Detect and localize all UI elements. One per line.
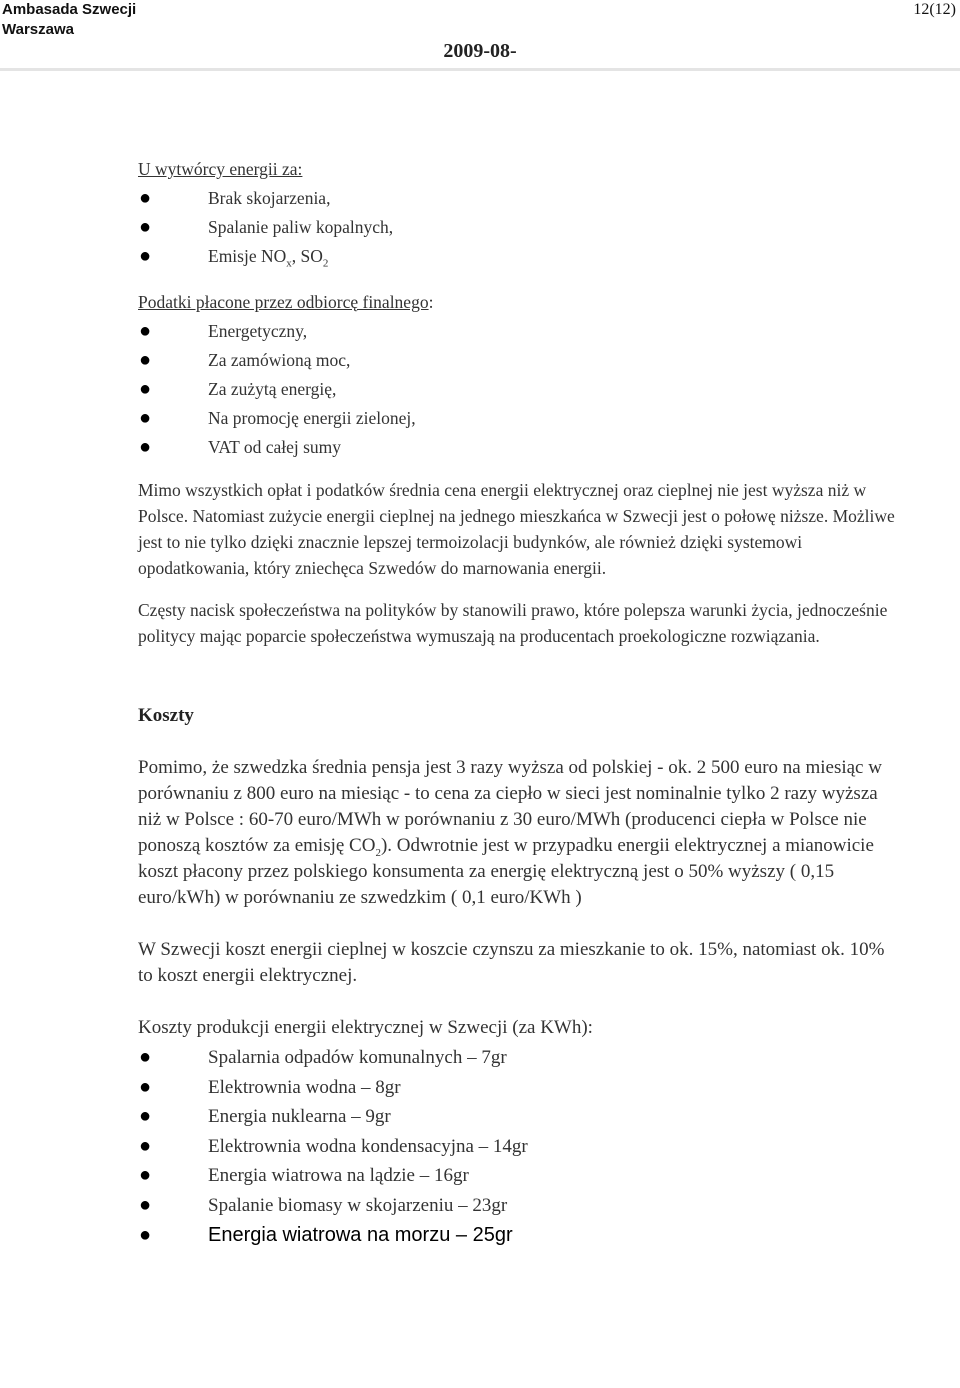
production-costs-heading: Koszty produkcji energii elektrycznej w Szwecji (za KWh):: [138, 1017, 593, 1038]
bullet-icon: ●: [138, 187, 152, 209]
list-item: ● VAT od całej sumy: [138, 433, 898, 462]
paragraph-energy-consumption: Mimo wszystkich opłat i podatków średnia cena energii elektrycznej oraz cieplnej nie jest wyższa niż w Polsce. Natomiast zużycie energii cieplnej na jednego mieszkańca w Szwecji jest o połowę niższe. Możliwe jest to nie tylko dzięki znacznie lepszej termoizolacji budynków, ale również dzięki systemowi opodatkowania, który zniechęca Szwedów do marnowania energii.: [138, 480, 895, 578]
list-item: ● Emisje $NO_x$, $SO_2$: [138, 242, 898, 271]
document-body: [138, 155, 898, 1250]
paragraph-costs-comparison: Pomimo, że szwedzka średnia pensja jest 3 razy wyższa od polskiej - ok. 2 500 euro na miesiąc w porównaniu z 800 euro na miesiąc - to cena za ciepło w sieci jest nominalnie tylko 2 razy wyższa niż w Polsce : 60-70 euro/MWh w porównaniu z 30 euro/MWh (producenci ciepła w Polsce nie ponoszą kosztów za emisję $CO_2$). Odwrotnie jest w przypadku energii elektrycznej a mianowicie koszt płacony przez polskiego konsumenta za energię elektryczną jest o 50% wyższy ( 0,15 euro/kWh) w porównaniu ze szwedzkim ( 0,1 euro/KWh ): [138, 757, 882, 908]
list-item: ● Energetyczny,: [138, 317, 898, 346]
page-number: 12(12): [913, 1, 956, 18]
bullet-icon: ●: [138, 1193, 152, 1216]
bullet-icon: ●: [138, 407, 152, 429]
list-item: ● Elektrownia wodna – 8gr: [138, 1073, 898, 1103]
bullet-icon: ●: [138, 1164, 152, 1187]
document-date: 2009-08-: [443, 40, 517, 62]
bullet-icon: ●: [138, 349, 152, 371]
paragraph-social-pressure: Częsty nacisk społeczeństwa na polityków by stanowili prawo, które polepsza warunki życia, jednocześnie politycy mając poparcie społeczeństwa wymuszają na producentach proekologiczne rozwiązania.: [138, 600, 888, 646]
list-item: ● Na promocję energii zielonej,: [138, 404, 898, 433]
taxes-list: [138, 317, 898, 462]
bullet-icon: ●: [138, 1134, 152, 1157]
taxes-heading: Podatki płacone przez odbiorcę finalnego:: [138, 292, 434, 312]
list-item: ● Elektrownia wodna kondensacyjna – 14gr: [138, 1132, 898, 1162]
list-item: ● Energia wiatrowa na lądzie – 16gr: [138, 1161, 898, 1191]
costs-title: Koszty: [138, 705, 194, 726]
production-costs-list: [138, 1043, 898, 1250]
list-item: ● Za zamówioną moc,: [138, 346, 898, 375]
list-item: ● Brak skojarzenia,: [138, 184, 898, 213]
taxes-section: [138, 288, 898, 462]
list-item: ● Spalarnia odpadów komunalnych – 7gr: [138, 1043, 898, 1073]
header-city: Warszawa: [2, 21, 74, 38]
producer-section: [138, 155, 898, 271]
producer-list: [138, 184, 898, 271]
bullet-icon: ●: [138, 245, 152, 267]
producer-heading: U wytwórcy energii za:: [138, 159, 303, 179]
bullet-icon: ●: [138, 436, 152, 458]
list-item: ● Za zużytą energię,: [138, 375, 898, 404]
list-item: ● Energia nuklearna – 9gr: [138, 1102, 898, 1132]
bullet-icon: ●: [138, 1046, 152, 1068]
paragraph-rent-costs: W Szwecji koszt energii cieplnej w koszcie czynszu za mieszkanie to ok. 15%, natomiast ok. 10% to koszt energii elektrycznej.: [138, 939, 885, 986]
bullet-icon: ●: [138, 320, 152, 342]
bullet-icon: ●: [138, 1223, 152, 1246]
list-item: ● Energia wiatrowa na morzu – 25gr: [138, 1221, 898, 1251]
bullet-icon: ●: [138, 378, 152, 400]
bullet-icon: ●: [138, 1075, 152, 1098]
list-item: ● Spalanie paliw kopalnych,: [138, 213, 898, 242]
bullet-icon: ●: [138, 216, 152, 238]
bullet-icon: ●: [138, 1105, 152, 1128]
header-organization: [2, 0, 136, 40]
list-item: ● Spalanie biomasy w skojarzeniu – 23gr: [138, 1191, 898, 1221]
header-divider: [0, 68, 960, 71]
header-org-name: Ambasada Szwecji: [2, 1, 137, 18]
